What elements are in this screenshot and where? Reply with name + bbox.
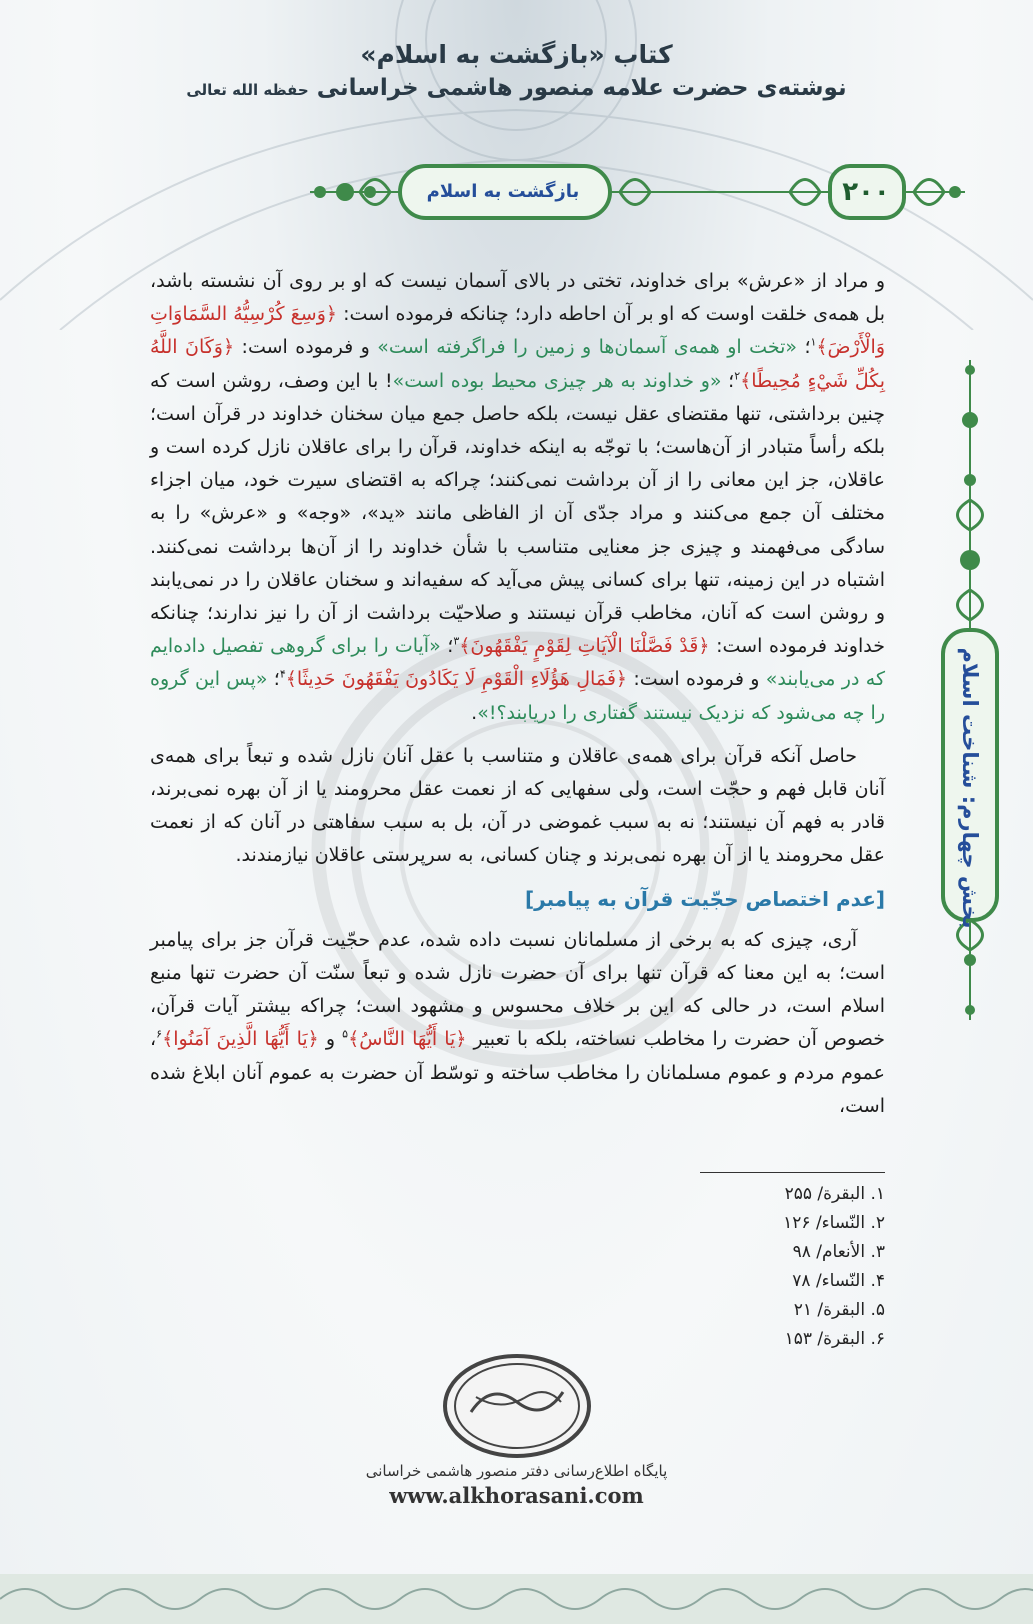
- paragraph-3: [150, 924, 885, 1123]
- footer-url[interactable]: www.alkhorasani.com: [389, 1483, 644, 1508]
- quran-verse: ﴿فَمَالِ هَؤُلَاءِ الْقَوْمِ لَا يَكَادُونَ يَفْقَهُونَ حَدِيثًا﴾: [285, 668, 628, 691]
- paragraph-2: حاصل آنکه قرآن برای همه‌ی عاقلان و متناسب با عقل آنان نازل شده و تبعاً برای همه‌ی آنان قابل فهم و حجّت است، ولی سفهایی که از نعمت عقل محرومند یا از آن بهره نمی‌برند، قادر به فهم آن نیستند؛ نه به سبب غموضی در آن، بل به سبب سفاهتی در آنان که از نعمت عقل محرومند یا از آن بهره نمی‌برند و چنان کسانی، به سرپرستی عاقلان نیازمندند.: [150, 744, 885, 867]
- quran-verse: ﴿وَكَانَ اللَّهُ بِكُلِّ شَيْءٍ مُحِيطًا﴾: [150, 336, 885, 392]
- footnote-item: ۶. البقرة/ ۱۵۳: [784, 1329, 885, 1349]
- quran-verse: ﴿يَا أَيُّهَا الَّذِينَ آمَنُوا﴾: [162, 1028, 319, 1051]
- paragraph-1: [150, 265, 885, 730]
- author-line: نوشته‌ی حضرت علامه منصور هاشمی خراسانی: [316, 75, 847, 101]
- text-segment: ! با این وصف، روشن است که چنین برداشتی، تنها مقتضای عقل نیست، بلکه حاصل جمع میان سخنان خداوند در قرآن است؛ بلکه رأساً متبادر از آن‌هاست؛ با توجّه به اینکه خداوند، قرآن را برای عاقلان نازل کرده است و عاقلان، جز این معانی را از آن برداشت نمی‌کنند؛ چراکه به اقتضای سیرت خود، میان اجزاء مختلف آن جمع می‌کنند و مراد جدّی آن از الفاظی مانند «ید»، «وجه» و «عرش» را به سادگی می‌فهمند و چیزی جز معنایی متناسب با شأن خداوند را از آن‌ها برداشت نمی‌کنند. اشتباه در این زمینه، تنها برای کسانی پیش می‌آید که سفیه‌اند و سخنان عاقلان را در نمی‌یابند و روشن است که آنان، مخاطب قرآن نیستند و صلاحیّت برداشت از آن را نیز ندارند؛ چنانکه خداوند فرموده است:: [150, 369, 885, 658]
- footnote-ref[interactable]: ۱: [810, 336, 817, 350]
- side-section-label-text: بخش چهارم: شناخت اسلام: [958, 647, 982, 929]
- footnote-item: ۳. الأنعام/ ۹۸: [792, 1242, 885, 1262]
- text-segment: و فرموده است:: [234, 336, 378, 359]
- footnote-ref[interactable]: ۴: [279, 668, 286, 682]
- verse-translation: «تخت او همه‌ی آسمان‌ها و زمین را فراگرفته است»: [377, 336, 797, 359]
- footnote-ref[interactable]: ۲: [734, 369, 741, 383]
- text-segment: ، عموم مردم و عموم مسلمانان را مخاطب ساخته و توسّط آن حضرت به عموم آنان ابلاغ شده است،: [150, 1028, 885, 1117]
- text-segment: و: [318, 1028, 343, 1051]
- footnote-item: ۴. النّساء/ ۷۸: [792, 1271, 885, 1291]
- text-segment: .: [471, 701, 478, 724]
- quran-verse: ﴿قَدْ فَصَّلْنَا الْآيَاتِ لِقَوْمٍ يَفْقَهُونَ﴾: [459, 635, 710, 658]
- footnotes: [600, 1180, 885, 1354]
- book-title-line2: [0, 75, 1033, 101]
- book-title-line1: کتاب «بازگشت به اسلام»: [360, 40, 673, 69]
- page-number: ۲۰۰: [842, 177, 890, 207]
- text-segment: ؛: [797, 336, 811, 359]
- bottom-floral-ornament-icon: [0, 1574, 1033, 1624]
- section-heading: [عدم اختصاص حجّیت قرآن به پیامبر]: [525, 886, 885, 911]
- footnote-item: ۱. البقرة/ ۲۵۵: [784, 1184, 885, 1204]
- main-text: [150, 265, 885, 1123]
- verse-translation: «آیات را برای گروهی تفصیل داده‌ایم که در می‌یابند»: [150, 635, 885, 691]
- footnote-item: ۵. البقرة/ ۲۱: [793, 1300, 885, 1320]
- text-segment: ؛: [721, 369, 735, 392]
- header-book-label: بازگشت به اسلام: [426, 181, 580, 202]
- text-segment: و مراد از «عرش» برای خداوند، تختی در بالای آسمان نیست که او بر روی آن نشسته باشد، بل همه‌ی خلقت اوست که او بر آن احاطه دارد؛ چنانکه فرموده است:: [150, 270, 886, 326]
- footnote-ref[interactable]: ۶: [156, 1028, 163, 1042]
- footnote-ref[interactable]: ۵: [342, 1028, 349, 1042]
- seal-icon: [441, 1352, 593, 1460]
- quran-verse: ﴿وَسِعَ كُرْسِيُّهُ السَّمَاوَاتِ وَالْأَرْضَ﴾: [150, 303, 885, 359]
- footnote-divider: [700, 1172, 885, 1173]
- footnote-ref[interactable]: ۳: [453, 634, 460, 648]
- text-segment: ؛: [440, 635, 454, 658]
- verse-translation: «پس این گروه را چه می‌شود که نزدیک نیستند گفتاری را دریابند؟!»: [150, 668, 885, 724]
- text-segment: آری، چیزی که به برخی از مسلمانان نسبت داده شده، عدم حجّیت قرآن جز برای پیامبر است؛ به این معنا که قرآن تنها برای آن حضرت نازل شده و تبعاً سنّت آن حضرت تنها منبع اسلام است، در حالی که این بر خلاف محسوس و مشهود است؛ چراکه بیشتر آیات قرآن، خصوص آن حضرت را مخاطب نساخته، بلکه با تعبیر: [150, 928, 885, 1051]
- verse-translation: «و خداوند به هر چیزی محیط بوده است»: [392, 369, 722, 392]
- text-segment: ؛: [267, 668, 280, 691]
- book-title: [0, 40, 1033, 101]
- footer-caption: پایگاه اطلاع‌رسانی دفتر منصور هاشمی خراسانی: [365, 1462, 668, 1480]
- author-honorific: حفظه الله تعالی: [186, 81, 309, 99]
- side-section-label: [940, 640, 1000, 940]
- quran-verse: ﴿يَا أَيُّهَا النَّاسُ﴾: [348, 1028, 467, 1051]
- footnote-item: ۲. النّساء/ ۱۲۶: [783, 1213, 885, 1233]
- text-segment: و فرموده است:: [627, 668, 766, 691]
